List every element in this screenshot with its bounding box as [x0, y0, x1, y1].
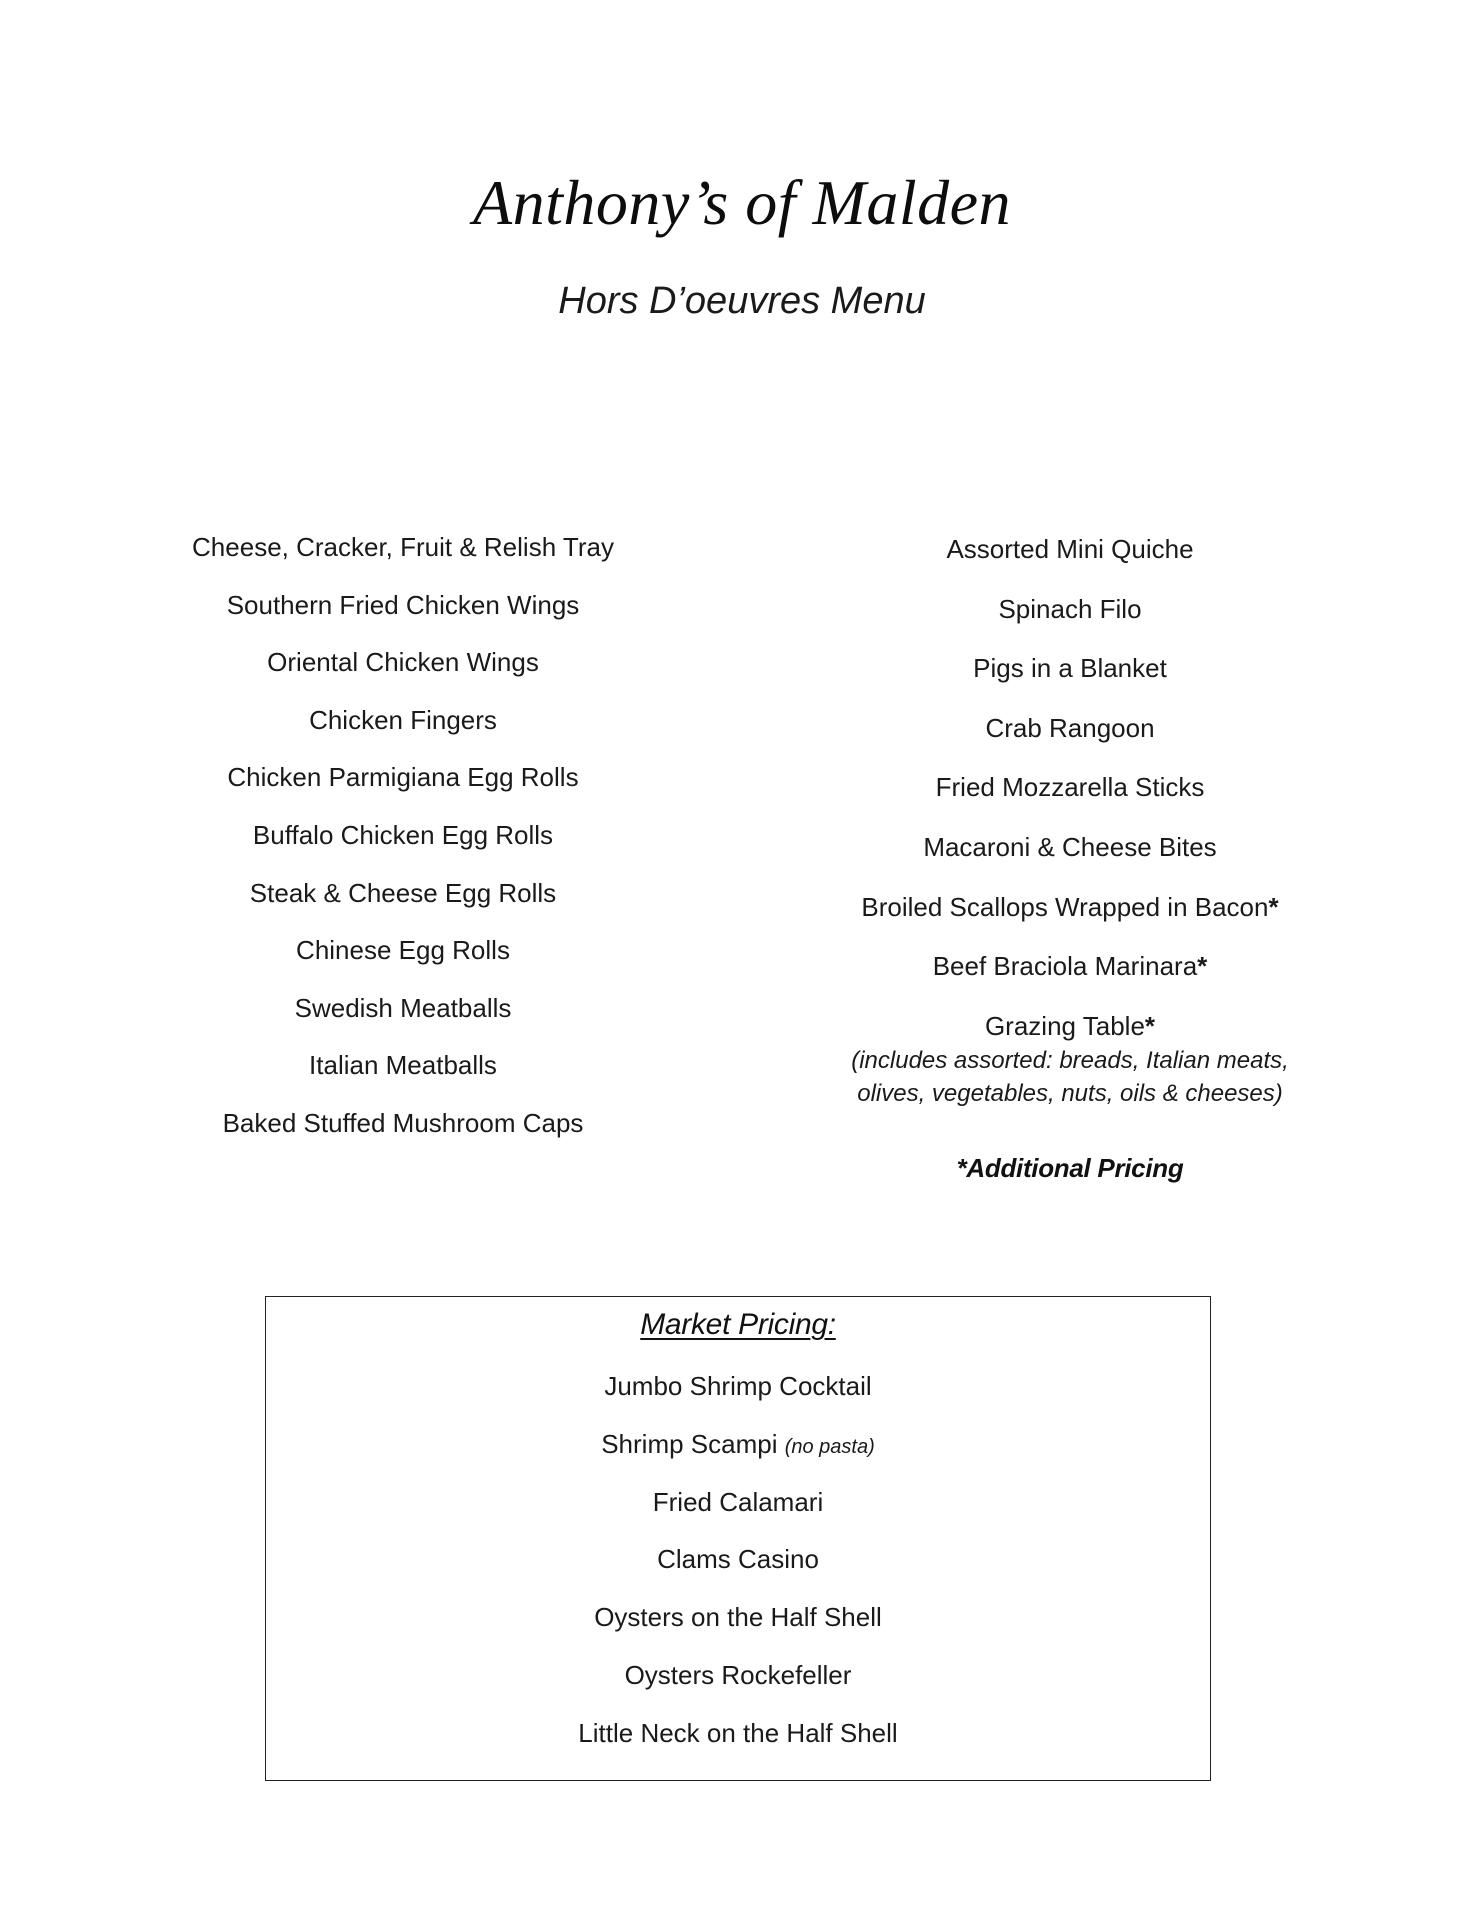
menu-item — [820, 709, 1320, 769]
menu-item-label: Fried Mozzarella Sticks — [935, 772, 1205, 803]
menu-item — [820, 947, 1320, 1007]
menu-item-label: Spinach Filo — [998, 593, 1142, 624]
market-item-label: Oysters on the Half Shell — [594, 1602, 882, 1633]
menu-subtitle: Hors D’oeuvres Menu — [558, 280, 926, 322]
menu-item-label: Crab Rangoon — [985, 712, 1155, 743]
market-item-label: Shrimp Scampi — [601, 1428, 785, 1459]
market-item-label: Clams Casino — [657, 1544, 819, 1575]
additional-pricing-footnote: *Additional Pricing — [956, 1153, 1184, 1183]
menu-item-label: Grazing Table — [984, 1010, 1145, 1041]
menu-item-label: Macaroni & Cheese Bites — [923, 831, 1217, 862]
right-menu-column — [820, 530, 1320, 1110]
menu-item: Cheese, Cracker, Fruit & Relish Tray — [192, 532, 614, 562]
grazing-table-note — [820, 1044, 1320, 1110]
market-item-label: Fried Calamari — [652, 1486, 824, 1517]
market-item — [266, 1485, 1210, 1543]
menu-item: Steak & Cheese Egg Rolls — [249, 877, 557, 908]
menu-item: Chicken Parmigiana Egg Rolls — [227, 762, 579, 793]
menu-item: Southern Fried Chicken Wings — [226, 589, 580, 620]
additional-pricing-marker: * — [1197, 951, 1208, 982]
market-item-label: Jumbo Shrimp Cocktail — [604, 1371, 872, 1401]
menu-item: Chicken Fingers — [309, 704, 497, 735]
restaurant-title: Anthony’s of Malden — [472, 167, 1012, 238]
menu-item-label: Broiled Scallops Wrapped in Bacon — [861, 891, 1269, 922]
market-item — [266, 1600, 1210, 1658]
menu-item — [820, 590, 1320, 650]
grazing-note-line: (includes assorted: breads, Italian meats, — [851, 1047, 1289, 1075]
market-item-label: Little Neck on the Half Shell — [578, 1717, 898, 1748]
menu-item — [820, 649, 1320, 709]
menu-item-label: Beef Braciola Marinara — [932, 951, 1198, 982]
additional-pricing-marker: * — [1268, 891, 1279, 922]
market-item — [266, 1716, 1210, 1774]
menu-item-label: Pigs in a Blanket — [973, 653, 1167, 684]
market-item-aside: (no pasta) — [784, 1435, 875, 1458]
market-item — [266, 1658, 1210, 1716]
market-pricing-box — [265, 1296, 1211, 1781]
market-item — [266, 1427, 1210, 1485]
menu-item: Swedish Meatballs — [294, 992, 512, 1023]
menu-item — [820, 888, 1320, 948]
grazing-note-line: olives, vegetables, nuts, oils & cheeses) — [857, 1080, 1283, 1108]
menu-item: Oriental Chicken Wings — [267, 647, 539, 678]
menu-item: Buffalo Chicken Egg Rolls — [252, 819, 554, 850]
additional-pricing-marker: * — [1144, 1010, 1156, 1041]
market-item — [266, 1369, 1210, 1427]
menu-item — [820, 768, 1320, 828]
menu-item — [820, 530, 1320, 590]
menu-item: Chinese Egg Rolls — [296, 935, 510, 966]
market-item — [266, 1542, 1210, 1600]
market-pricing-list — [266, 1369, 1210, 1774]
menu-item: Baked Stuffed Mushroom Caps — [222, 1107, 584, 1138]
market-pricing-title: Market Pricing: — [640, 1308, 836, 1341]
menu-item — [820, 828, 1320, 888]
left-menu-column — [153, 530, 653, 1164]
market-item-label: Oysters Rockefeller — [624, 1659, 852, 1690]
menu-item-label: Assorted Mini Quiche — [946, 534, 1194, 564]
menu-item: Italian Meatballs — [309, 1050, 497, 1081]
